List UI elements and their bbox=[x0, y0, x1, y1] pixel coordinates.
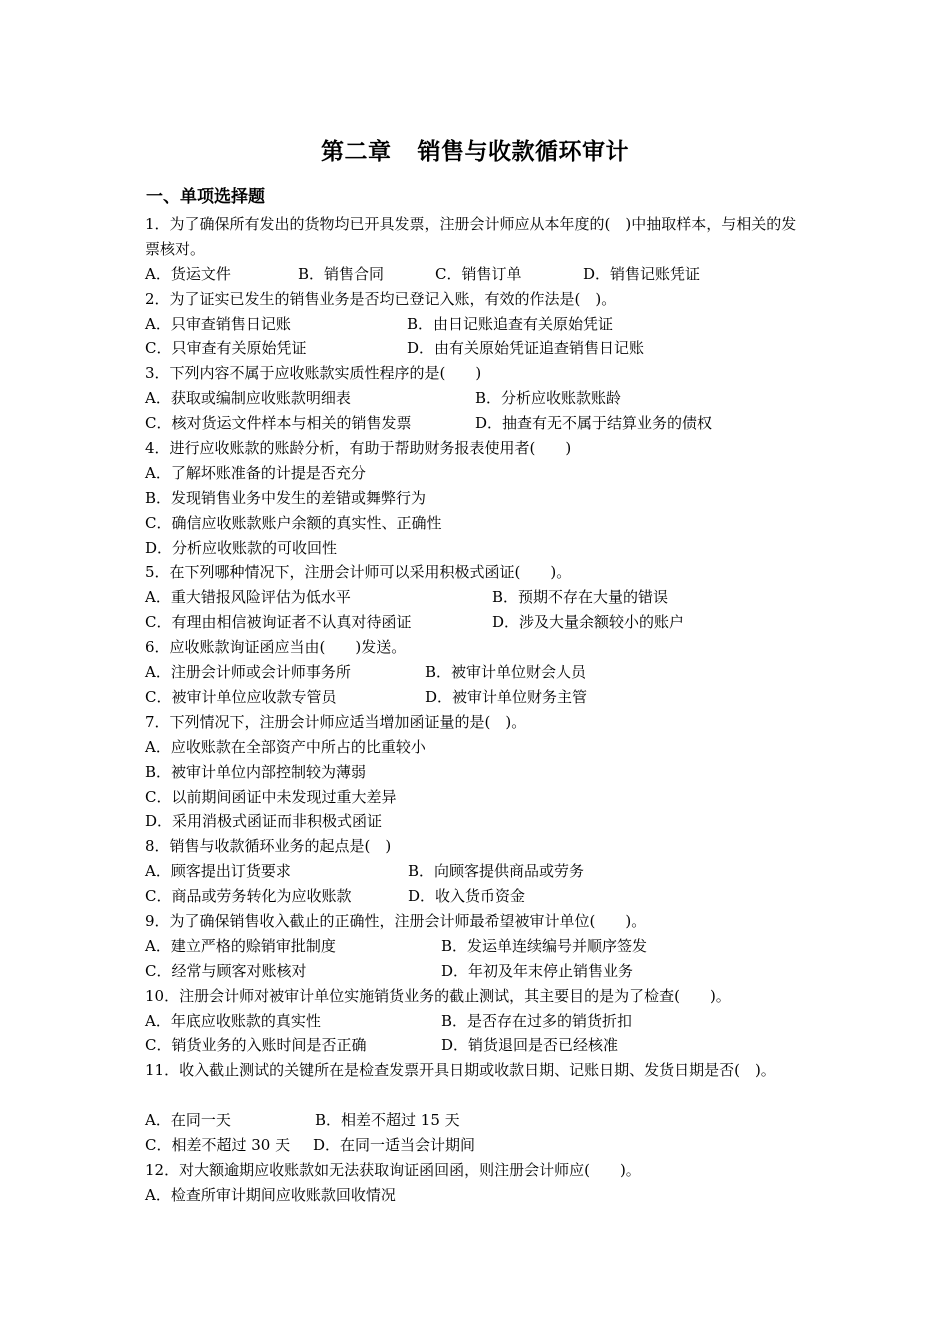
option: C．被审计单位应收款专管员 bbox=[145, 687, 337, 706]
question-text: 6．应收账款询证函应当由( )发送。 bbox=[145, 638, 407, 657]
option: C．只审查有关原始凭证 bbox=[145, 339, 307, 358]
option: B．向顾客提供商品或劳务 bbox=[408, 862, 585, 881]
option: D．抽查有无不属于结算业务的债权 bbox=[475, 414, 713, 433]
option: A．检查所审计期间应收账款回收情况 bbox=[145, 1185, 396, 1204]
option: A．应收账款在全部资产中所占的比重较小 bbox=[145, 737, 426, 756]
option: A．了解坏账准备的计提是否充分 bbox=[145, 463, 366, 482]
question-text: 2．为了证实已发生的销售业务是否均已登记入账，有效的作法是( )。 bbox=[145, 289, 617, 308]
option-row bbox=[145, 1133, 810, 1158]
option: C．销售订单 bbox=[435, 264, 522, 283]
option-row bbox=[145, 884, 810, 909]
option-row bbox=[145, 660, 810, 685]
question-text: 1．为了确保所有发出的货物均已开具发票，注册会计师应从本年度的( )中抽取样本，与相关的发票核对。 bbox=[145, 215, 797, 258]
section-heading: 一、单项选择题 bbox=[146, 187, 265, 207]
chapter-number: 第二章 bbox=[321, 139, 392, 165]
option: C．以前期间函证中未发现过重大差异 bbox=[145, 787, 397, 806]
option: B．被审计单位内部控制较为薄弱 bbox=[145, 762, 367, 781]
option: C．商品或劳务转化为应收账款 bbox=[145, 887, 352, 906]
option: A．年底应收账款的真实性 bbox=[145, 1011, 321, 1030]
option-row bbox=[145, 1009, 810, 1034]
question-text: 8．销售与收款循环业务的起点是( ) bbox=[145, 837, 392, 856]
chapter-title bbox=[0, 133, 950, 166]
option-row bbox=[145, 585, 810, 610]
option-row bbox=[145, 859, 810, 884]
option: D．由有关原始凭证追查销售日记账 bbox=[407, 339, 645, 358]
option-row bbox=[145, 262, 810, 287]
option: A．货运文件 bbox=[145, 264, 231, 283]
question-text: 9．为了确保销售收入截止的正确性，注册会计师最希望被审计单位( )。 bbox=[145, 911, 647, 930]
question-list bbox=[145, 212, 810, 1208]
option: A．只审查销售日记账 bbox=[145, 314, 291, 333]
option-row bbox=[145, 312, 810, 337]
option-row bbox=[145, 685, 810, 710]
question-text: 11．收入截止测试的关键所在是检查发票开具日期或收款日期、记账日期、发货日期是否( )。 bbox=[145, 1061, 776, 1080]
option-row bbox=[145, 1108, 810, 1133]
option: C．销货业务的入账时间是否正确 bbox=[145, 1036, 367, 1055]
option-row bbox=[145, 959, 810, 984]
option: B．是否存在过多的销货折扣 bbox=[441, 1011, 633, 1030]
option: A．顾客提出订货要求 bbox=[145, 862, 291, 881]
option-row bbox=[145, 411, 810, 436]
question-text: 4．进行应收账款的账龄分析，有助于帮助财务报表使用者( ) bbox=[145, 439, 572, 458]
option: A．获取或编制应收账款明细表 bbox=[145, 389, 351, 408]
option: B．发运单连续编号并顺序签发 bbox=[441, 936, 648, 955]
option-row bbox=[145, 386, 810, 411]
option: B．被审计单位财会人员 bbox=[425, 663, 587, 682]
option: D．被审计单位财务主管 bbox=[425, 687, 588, 706]
option: B．相差不超过 15 天 bbox=[315, 1111, 460, 1130]
option: D．分析应收账款的可收回性 bbox=[145, 538, 338, 557]
option: A．重大错报风险评估为低水平 bbox=[145, 588, 351, 607]
option-row bbox=[145, 934, 810, 959]
option: C．相差不超过 30 天 bbox=[145, 1135, 291, 1154]
option-row bbox=[145, 1033, 810, 1058]
option: B．预期不存在大量的错误 bbox=[492, 588, 669, 607]
option: B．分析应收账款账龄 bbox=[475, 389, 622, 408]
option: D．采用消极式函证而非积极式函证 bbox=[145, 812, 383, 831]
option: C．核对货运文件样本与相关的销售发票 bbox=[145, 414, 412, 433]
option: A．在同一天 bbox=[145, 1111, 231, 1130]
option: B．销售合同 bbox=[298, 264, 385, 283]
option: D．销售记账凭证 bbox=[583, 264, 701, 283]
option: A．建立严格的赊销审批制度 bbox=[145, 936, 336, 955]
option: C．经常与顾客对账核对 bbox=[145, 961, 307, 980]
option: D．涉及大量余额较小的账户 bbox=[492, 613, 685, 632]
question-text: 12．对大额逾期应收账款如无法获取询证函回函，则注册会计师应( )。 bbox=[145, 1160, 641, 1179]
question-text: 10．注册会计师对被审计单位实施销货业务的截止测试，其主要目的是为了检查( )。 bbox=[145, 986, 731, 1005]
option: D．收入货币资金 bbox=[408, 887, 526, 906]
question-text: 5．在下列哪种情况下，注册会计师可以采用积极式函证( )。 bbox=[145, 563, 572, 582]
question-text: 3．下列内容不属于应收账款实质性程序的是( ) bbox=[145, 364, 482, 383]
chapter-name: 销售与收款循环审计 bbox=[417, 139, 629, 165]
option: B．发现销售业务中发生的差错或舞弊行为 bbox=[145, 488, 427, 507]
option: B．由日记账追查有关原始凭证 bbox=[407, 314, 614, 333]
option: A．注册会计师或会计师事务所 bbox=[145, 663, 351, 682]
option: D．在同一适当会计期间 bbox=[313, 1135, 476, 1154]
option: C．有理由相信被询证者不认真对待函证 bbox=[145, 613, 412, 632]
option-row bbox=[145, 610, 810, 635]
option: C．确信应收账款账户余额的真实性、正确性 bbox=[145, 513, 442, 532]
option: D．年初及年末停止销售业务 bbox=[441, 961, 634, 980]
option-row bbox=[145, 336, 810, 361]
option: D．销货退回是否已经核准 bbox=[441, 1036, 619, 1055]
question-text: 7．下列情况下，注册会计师应适当增加函证量的是( )。 bbox=[145, 712, 527, 731]
